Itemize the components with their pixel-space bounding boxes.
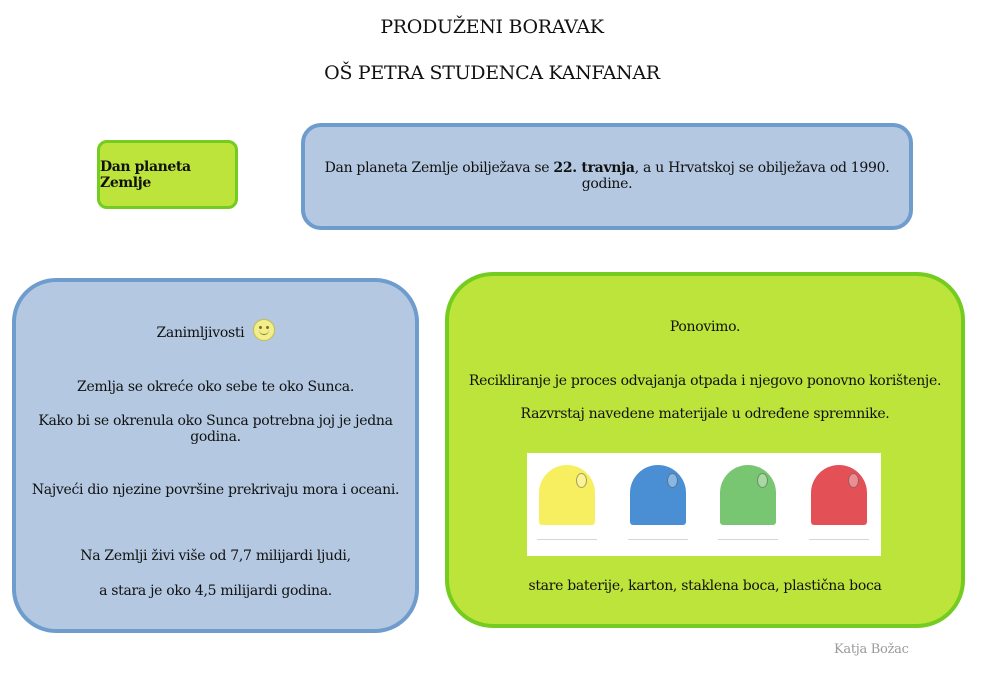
fact-line: a stara je oko 4,5 milijardi godina. — [99, 583, 332, 599]
page-title: PRODUŽENI BORAVAK — [380, 16, 604, 38]
school-name: OŠ PETRA STUDENCA KANFANAR — [324, 62, 660, 84]
repeat-box — [445, 272, 965, 628]
materials-list: stare baterije, karton, staklena boca, plastična boca — [528, 578, 882, 594]
green-bin-icon — [720, 465, 776, 525]
repeat-line: Recikliranje je proces odvajanja otpada i njegovo ponovno korištenje. — [468, 373, 942, 389]
bin-drop-line — [809, 539, 869, 540]
fact-line: Najveći dio njezine površine prekrivaju mora i oceani. — [31, 482, 400, 498]
facts-box — [12, 278, 419, 633]
intro-date: 22. travnja — [553, 160, 635, 176]
fact-line: Na Zemlji živi više od 7,7 milijardi ljudi, — [80, 548, 351, 564]
repeat-line: Razvrstaj navedene materijale u određene spremnike. — [520, 406, 890, 422]
bin-drop-line — [718, 539, 778, 540]
intro-text-end: , a u Hrvatskoj se obilježava od 1990. godine. — [581, 160, 890, 192]
recycling-bins-panel — [527, 453, 881, 556]
intro-text — [305, 160, 909, 192]
bin-drop-line — [628, 539, 688, 540]
blue-bin-icon — [630, 465, 686, 525]
yellow-bin-icon — [539, 465, 595, 525]
smiley-icon — [253, 319, 275, 341]
facts-heading-row — [16, 319, 415, 341]
fact-line: Zemlja se okreće oko sebe te oko Sunca. — [77, 379, 354, 395]
facts-heading: Zanimljivosti — [156, 325, 245, 341]
topic-label: Dan planeta Zemlje — [100, 158, 191, 191]
author-signature: Katja Božac — [834, 642, 909, 657]
repeat-heading: Ponovimo. — [669, 319, 741, 335]
red-bin-icon — [811, 465, 867, 525]
intro-text-start: Dan planeta Zemlje obilježava se — [324, 160, 554, 176]
bin-drop-line — [537, 539, 597, 540]
topic-label-box — [97, 140, 238, 209]
intro-box — [301, 123, 913, 230]
fact-line: Kako bi se okrenula oko Sunca potrebna joj je jedna godina. — [38, 413, 393, 445]
